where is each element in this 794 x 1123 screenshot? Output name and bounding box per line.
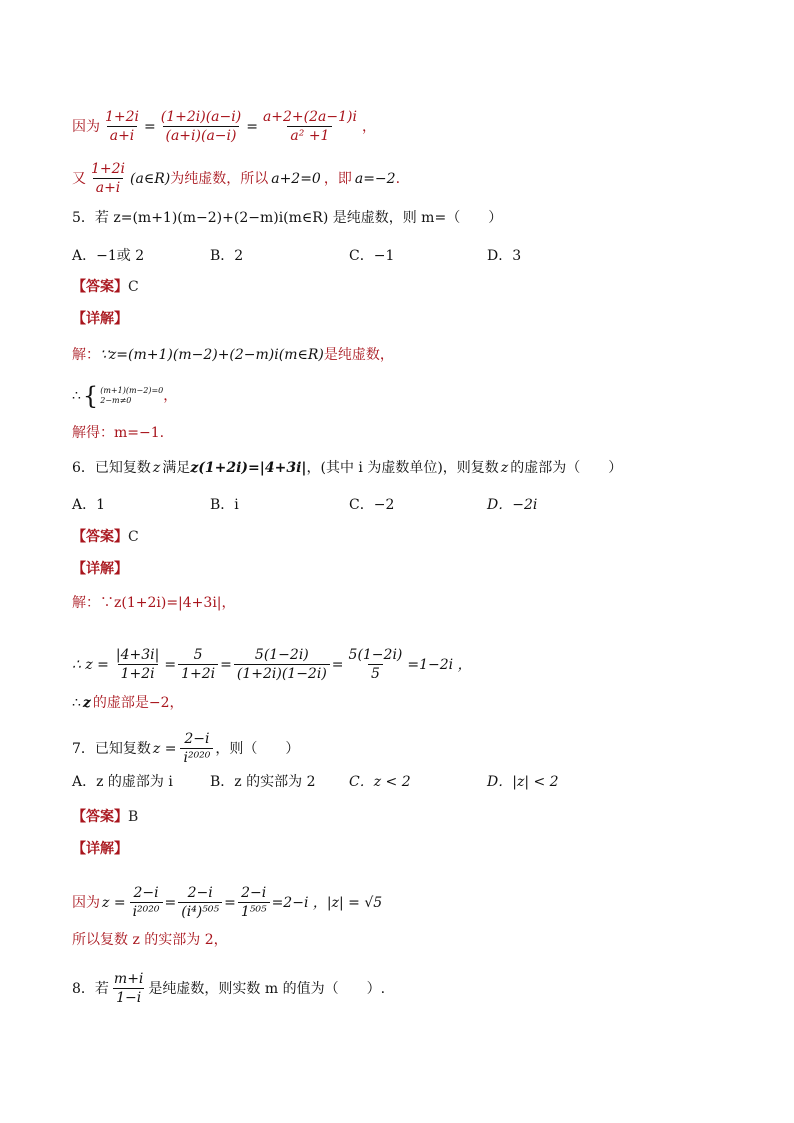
fraction: $\frac{1+2i}{a+i}$ <box>105 109 140 144</box>
q7-option-c: C．z < 2 <box>349 774 411 790</box>
fraction: $\frac{2-i}{\text{i²⁰²⁰}}$ <box>130 884 163 921</box>
question-6-stem: 6．已知复数 z 满足 z(1+2i)=|4+3i| ，(其中 i 为虚数单位)，则复数 z 的虚部为（ ） <box>72 460 623 476</box>
q7-answer: 【答案】 B <box>72 809 139 825</box>
question-7-stem: 7．已知复数 z = $\frac{2-i}{\text{i²⁰²⁰}}$ ，则（ ） <box>72 731 300 766</box>
question-5-stem: 5．若 z=(m+1)(m−2)+(2−m)i(m∈R) 是纯虚数，则 m=（ ） <box>72 210 503 226</box>
q6-option-a: A．1 <box>72 497 106 513</box>
equation-system: { (m+1)(m−2)=0 2−m≠0 <box>82 382 164 410</box>
q5-option-b: B．2 <box>210 248 244 264</box>
q5-solution-line-1: 解： ∵z=(m+1)(m−2)+(2−m)i(m∈R) 是纯虚数， <box>72 347 394 363</box>
fraction: $\frac{5}{1+2i}$ <box>178 646 218 683</box>
fraction: $\frac{5(1-2i)}{5}$ <box>348 647 403 682</box>
fraction: $\frac{2-i}{\text{(i⁴)⁵⁰⁵}}$ <box>178 884 222 921</box>
q5-option-a: A．−1或 2 <box>72 248 145 264</box>
q7-option-d: D．|z| < 2 <box>487 774 559 790</box>
q6-option-d: D．−2i <box>487 497 538 513</box>
q7-solution-line-2: 所以复数 z 的实部为 2， <box>72 932 228 948</box>
q7-solution-line-1: 因为 z = $\frac{2-i}{\text{i²⁰²⁰}}$ = $\frac{2-i}{\text{(i⁴)⁵⁰⁵}}$ = $\frac{2-i}{\text{1⁵⁰⁵}}$ =2−i ，|z| = √5 <box>72 885 383 920</box>
q6-solution-line-1: 解：∵z(1+2i)=|4+3i|， <box>72 595 236 611</box>
q6-answer: 【答案】 C <box>72 529 139 545</box>
q6-solution-line-2: ∴ z = $\frac{|4+3i|}{1+2i}$ = $\frac{5}{1+2i}$ = $\frac{5(1-2i)}{(1+2i)(1-2i)}$ = $\frac{5(1-2i)}{5}$ =1−2i ， <box>72 647 472 682</box>
fraction: $\frac{m+i}{1-i}$ <box>113 971 144 1006</box>
question-8-stem: 8．若 $\frac{m+i}{1-i}$ 是纯虚数，则实数 m 的值为（ ）. <box>72 971 386 1006</box>
q6-option-b: B．i <box>210 497 239 513</box>
q5-solution-line-2: ∴ { (m+1)(m−2)=0 2−m≠0 ， <box>72 382 178 410</box>
fraction: $\frac{(1+2i)(a-i)}{(a+i)(a-i)}$ <box>160 109 242 144</box>
q7-option-b: B．z 的实部为 2 <box>210 774 316 790</box>
prev-solution-line-2: 又 $\frac{1+2i}{a+i}$ (a∈R) 为纯虚数，所以 a+2=0 ，即 a=−2 . <box>72 161 401 196</box>
q7-detail-label: 【详解】 <box>72 841 128 857</box>
q5-answer: 【答案】 C <box>72 279 139 295</box>
fraction: $\frac{5(1-2i)}{(1+2i)(1-2i)}$ <box>234 646 330 683</box>
fraction: $\frac{1+2i}{a+i}$ <box>91 161 126 196</box>
fraction: $\frac{2-i}{\text{i²⁰²⁰}}$ <box>180 730 213 767</box>
q6-solution-line-3: ∴ z 的虚部是−2， <box>72 695 184 711</box>
fraction: $\frac{a+2+(2a-1)i}{\text{a² +1}}$ <box>262 109 357 144</box>
fraction: $\frac{|4+3i|}{1+2i}$ <box>115 647 160 682</box>
q6-option-c: C．−2 <box>349 497 395 513</box>
q5-detail-label: 【详解】 <box>72 311 128 327</box>
q7-option-a: A．z 的虚部为 i <box>72 774 173 790</box>
prev-solution-line-1: 因为 $\frac{1+2i}{a+i}$ = $\frac{(1+2i)(a-i)}{(a+i)(a-i)}$ = $\frac{a+2+(2a-1)i}{\text{a² +1}}$ ， <box>72 109 376 144</box>
q5-option-d: D．3 <box>487 248 522 264</box>
q5-solution-line-3: 解得：m=−1. <box>72 425 165 441</box>
fraction: $\frac{2-i}{\text{1⁵⁰⁵}}$ <box>238 884 270 921</box>
q5-option-c: C．−1 <box>349 248 395 264</box>
q6-detail-label: 【详解】 <box>72 561 128 577</box>
